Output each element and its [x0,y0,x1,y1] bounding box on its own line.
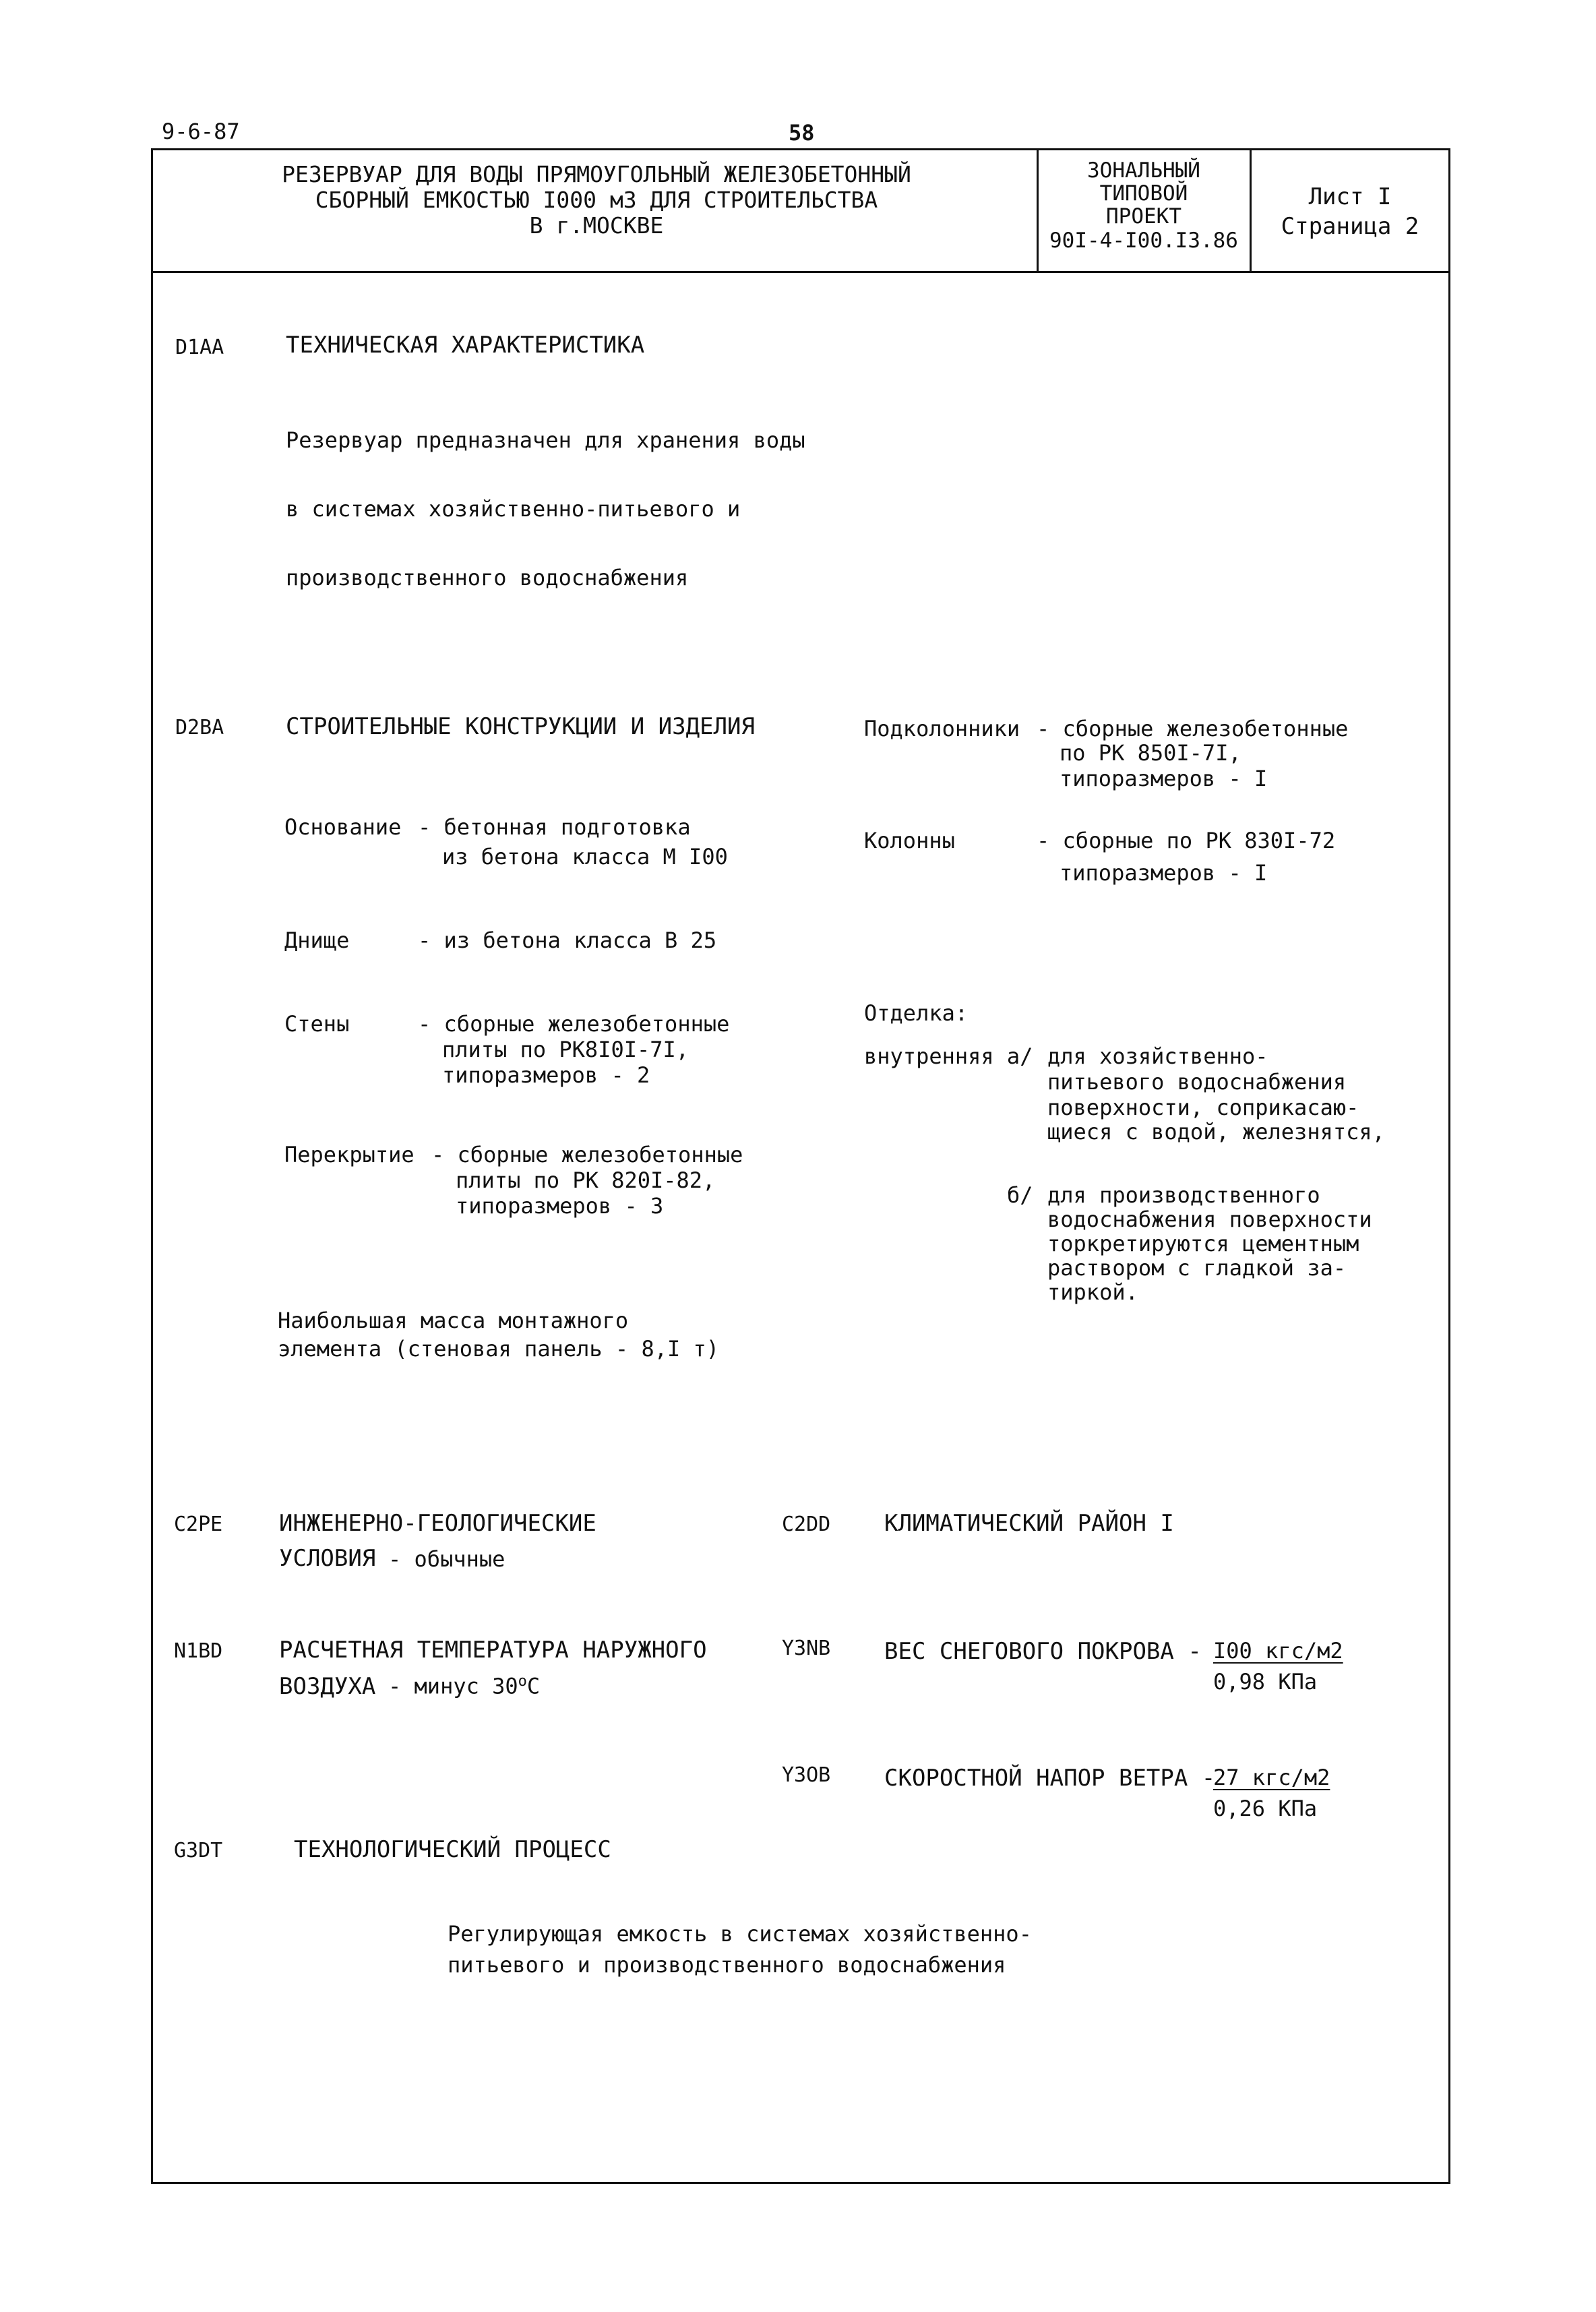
finish-inner-a-3: поверхности, соприкасаю- [1047,1095,1359,1120]
subcolumns-value-2: по РК 850I-7I, [1060,740,1241,766]
temp-value [388,1673,540,1699]
tech-text-line: производственного водоснабжения [286,565,689,590]
finish-inner-b-2: водоснабжения поверхности [1047,1207,1372,1232]
mass-line-1: Наибольшая масса монтажного [278,1308,629,1333]
title-block-divider-2 [1250,148,1252,272]
title-block-divider-1 [1037,148,1039,272]
geo-label: УСЛОВИЯ [279,1545,376,1572]
project-line-2: ТИПОВОЙ [1099,181,1188,206]
geo-line-1: ИНЖЕНЕРНО-ГЕОЛОГИЧЕСКИЕ [279,1510,596,1537]
finish-inner-b-label: б/ [1007,1182,1033,1208]
sheet-number: Лист I [1308,183,1392,210]
snow-value-bottom: 0,98 КПа [1213,1669,1318,1695]
temp-unit: С [526,1673,541,1699]
section-code-tech: D1AA [175,336,224,359]
temp-label: ВОЗДУХА [279,1673,376,1700]
snow-value-top: I00 кгс/м2 [1213,1638,1343,1664]
mass-line-2: элемента (стеновая панель - 8,I т) [278,1336,720,1362]
title-line-2: СБОРНЫЙ ЕМКОСТЬЮ I000 м3 ДЛЯ СТРОИТЕЛЬСТВА [315,187,878,213]
process-text-2: питьевого и производственного водоснабжения [448,1952,1006,1978]
process-text-1: Регулирующая емкость в системах хозяйственно- [448,1921,1032,1947]
project-line-1: ЗОНАЛЬНЫЙ [1087,158,1200,183]
finish-inner-b-1: для производственного [1047,1182,1320,1208]
subcolumns-value-3: типоразмеров - I [1060,766,1268,791]
columns-value-2: типоразмеров - I [1060,860,1268,886]
tech-text-line: Резервуар предназначен для хранения воды [286,427,805,453]
title-line-3: В г.МОСКВЕ [529,212,664,239]
tech-description [286,383,805,612]
climate-text: КЛИМАТИЧЕСКИЙ РАЙОН I [884,1510,1174,1537]
snow-label: ВЕС СНЕГОВОГО ПОКРОВА - [884,1638,1202,1665]
finish-inner-a-2: питьевого водоснабжения [1047,1069,1347,1095]
base-label: Основание [284,814,402,840]
columns-label: Колонны [864,828,955,853]
roof-value-2: плиты по РК 820I-82, [456,1167,716,1193]
sheet-block [1252,182,1448,241]
base-value-1: - бетонная подготовка [418,814,691,840]
wind-value-top: 27 кгс/м2 [1213,1765,1330,1790]
page-number: 58 [789,120,815,146]
wind-value-bottom: 0,26 КПа [1213,1796,1318,1821]
bottom-value: - из бетона класса В 25 [418,927,717,953]
columns-value-1: - сборные по РК 830I-72 [1037,828,1336,853]
section-code-climate: C2DD [782,1513,831,1536]
finish-inner-label: внутренняя а/ [864,1043,1033,1069]
process-heading: ТЕХНОЛОГИЧЕСКИЙ ПРОЦЕСС [294,1836,611,1863]
subcolumns-label: Подколонники [864,716,1020,741]
bottom-label: Днище [284,927,350,953]
finish-inner-b-5: тиркой. [1047,1279,1138,1305]
temp-value-number: - минус 30 [388,1673,518,1699]
project-line-3: ПРОЕКТ [1106,204,1181,229]
doc-number: 9-6-87 [162,119,240,144]
walls-value-1: - сборные железобетонные [418,1011,730,1037]
roof-label: Перекрытие [284,1142,415,1167]
project-type-block [1039,159,1248,252]
subcolumns-value-1: - сборные железобетонные [1037,716,1349,741]
title-block [162,162,1031,239]
finish-inner-a-1: для хозяйственно- [1047,1043,1268,1069]
walls-label: Стены [284,1011,350,1037]
roof-value-3: типоразмеров - 3 [456,1193,664,1219]
geo-value: - обычные [388,1546,505,1572]
section-code-wind: Y3OB [782,1763,831,1787]
section-code-construct: D2BA [175,716,224,739]
section-code-temp: N1BD [174,1639,223,1663]
section-heading-construct: СТРОИТЕЛЬНЫЕ КОНСТРУКЦИИ И ИЗДЕЛИЯ [286,713,755,740]
section-heading-tech: ТЕХНИЧЕСКАЯ ХАРАКТЕРИСТИКА [286,332,645,359]
walls-value-3: типоразмеров - 2 [442,1062,650,1088]
finish-inner-b-3: торкретируются цементным [1047,1231,1359,1256]
finish-label: Отделка: [864,1000,969,1026]
section-code-process: G3DT [174,1839,223,1862]
wind-label: СКОРОСТНОЙ НАПОР ВЕТРА - [884,1765,1216,1792]
finish-inner-b-4: раствором с гладкой за- [1047,1255,1347,1281]
project-code: 90I-4-I00.I3.86 [1049,229,1238,253]
base-value-2: из бетона класса М I00 [442,844,728,870]
section-code-snow: Y3NB [782,1637,831,1660]
walls-value-2: плиты по РК8I0I-7I, [442,1037,689,1062]
section-code-geo: C2PE [174,1513,223,1536]
tech-text-line: в системах хозяйственно-питьевого и [286,496,741,522]
sheet-page: Страница 2 [1281,213,1419,240]
finish-inner-a-4: щиеся с водой, железнятся, [1047,1119,1385,1145]
title-block-bottom-rule [151,271,1450,273]
temp-line-1: РАСЧЕТНАЯ ТЕМПЕРАТУРА НАРУЖНОГО [279,1637,707,1664]
roof-value-1: - сборные железобетонные [431,1142,743,1167]
title-line-1: РЕЗЕРВУАР ДЛЯ ВОДЫ ПРЯМОУГОЛЬНЫЙ ЖЕЛЕЗОБЕТОННЫЙ [282,161,911,187]
temp-degree: о [518,1673,527,1690]
